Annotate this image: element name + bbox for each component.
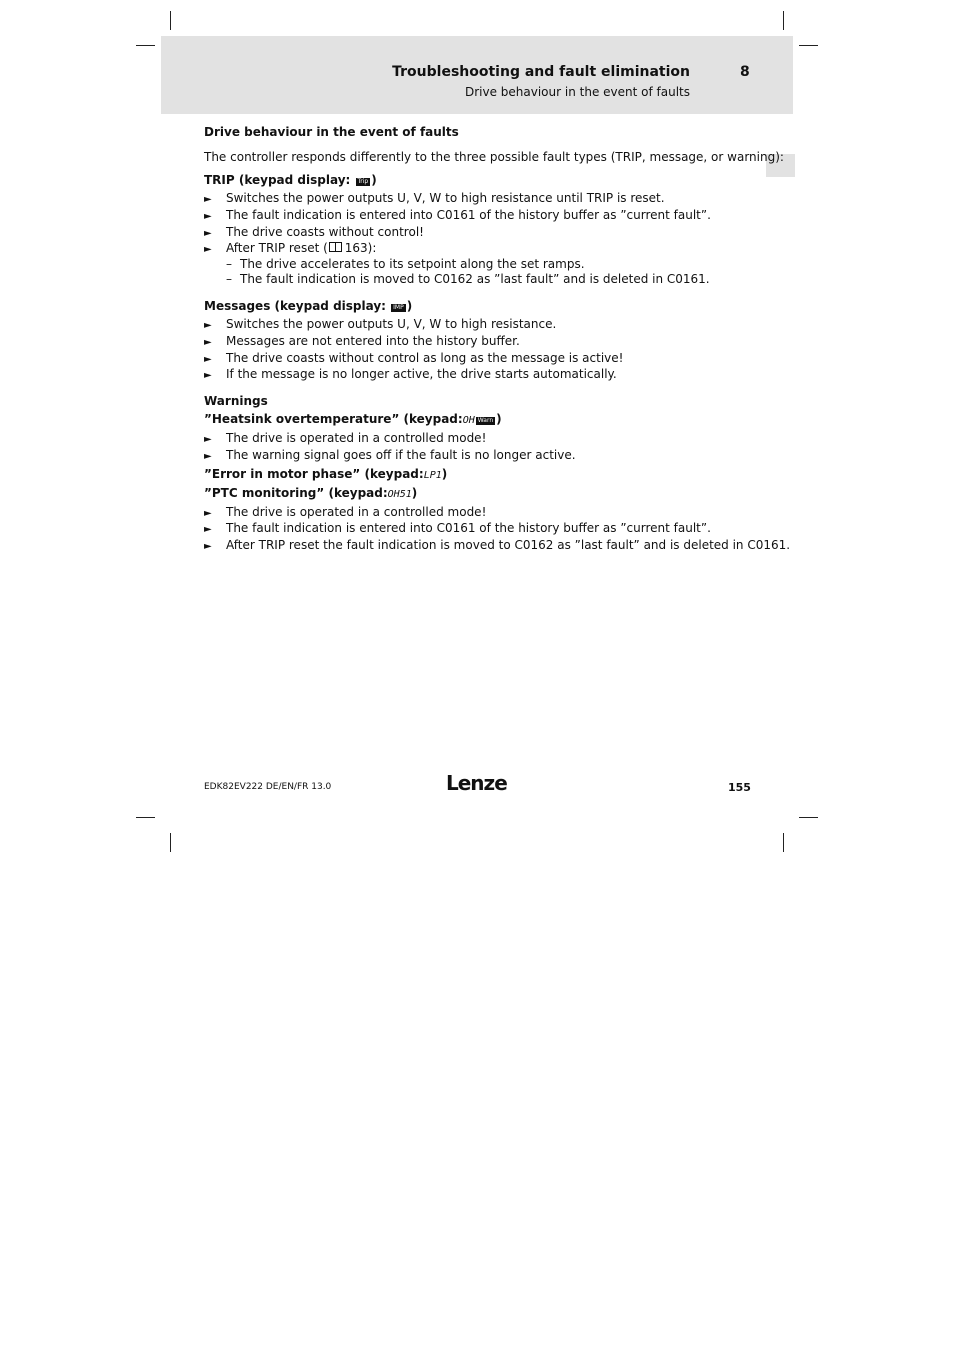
list-item — [204, 367, 617, 383]
crop-mark — [170, 11, 171, 30]
list-item — [204, 538, 790, 554]
ptc-prefix: ”PTC monitoring” (keypad: — [204, 486, 388, 500]
trip-heading — [204, 173, 377, 188]
trip-reset-page: 163): — [344, 241, 377, 255]
list-item — [204, 334, 520, 350]
messages-bullet: Switches the power outputs U, V, W to high resistance. — [226, 317, 557, 331]
list-item — [204, 225, 424, 241]
list-item — [226, 272, 710, 287]
messages-heading-prefix: Messages (keypad display: — [204, 299, 391, 313]
list-item — [204, 208, 711, 224]
list-item — [204, 448, 576, 464]
list-item — [204, 351, 623, 367]
crop-mark — [136, 817, 155, 818]
intro-paragraph: The controller responds differently to the three possible fault types (TRIP, message, or warning): — [204, 150, 784, 164]
heatsink-prefix: ”Heatsink overtemperature” (keypad: — [204, 412, 463, 426]
trip-display-badge: Trip — [357, 178, 369, 185]
chapter-subtitle: Drive behaviour in the event of faults — [464, 85, 690, 99]
dash-icon: – — [226, 272, 232, 286]
book-reference-icon — [329, 242, 342, 252]
bullet-arrow-icon: ► — [204, 451, 212, 462]
motor-phase-heading — [204, 467, 447, 483]
trip-bullet: Switches the power outputs U, V, W to high resistance until TRIP is reset. — [226, 191, 665, 205]
section-heading: Drive behaviour in the event of faults — [204, 125, 459, 139]
lenze-logo: Lenze — [446, 771, 507, 795]
ptc-suffix: ) — [411, 486, 418, 500]
crop-mark — [799, 817, 818, 818]
trip-heading-suffix: ) — [371, 173, 377, 187]
page-number: 155 — [728, 781, 751, 794]
ptc-bullet: After TRIP reset the fault indication is moved to C0162 as ”last fault” and is deleted in C0161. — [226, 538, 791, 552]
chapter-number: 8 — [740, 64, 750, 80]
bullet-arrow-icon: ► — [204, 541, 212, 552]
dash-icon: – — [226, 257, 232, 271]
heatsink-code: OH — [462, 415, 475, 426]
heatsink-bullet: The drive is operated in a controlled mode! — [226, 431, 487, 445]
bullet-arrow-icon: ► — [204, 320, 212, 331]
trip-heading-prefix: TRIP (keypad display: — [204, 173, 355, 187]
heatsink-heading — [204, 412, 502, 428]
bullet-arrow-icon: ► — [204, 370, 212, 381]
motor-phase-prefix: ”Error in motor phase” (keypad: — [204, 467, 424, 481]
trip-reset-prefix: After TRIP reset ( — [226, 241, 328, 255]
heatsink-bullet: The warning signal goes off if the fault is no longer active. — [226, 448, 576, 462]
list-item — [204, 521, 711, 537]
messages-bullet: Messages are not entered into the history buffer. — [226, 334, 520, 348]
motor-phase-suffix: ) — [441, 467, 448, 481]
list-item — [204, 317, 556, 333]
crop-mark — [799, 45, 818, 46]
ptc-heading — [204, 486, 417, 502]
bullet-arrow-icon: ► — [204, 434, 212, 445]
messages-heading-suffix: ) — [406, 299, 413, 313]
warnings-heading: Warnings — [204, 394, 268, 408]
crop-mark — [783, 833, 784, 852]
bullet-arrow-icon: ► — [204, 211, 212, 222]
bullet-arrow-icon: ► — [204, 194, 212, 205]
bullet-arrow-icon: ► — [204, 228, 212, 239]
list-item — [204, 431, 486, 447]
messages-bullet: If the message is no longer active, the drive starts automatically. — [226, 367, 617, 381]
messages-heading — [204, 299, 412, 314]
bullet-arrow-icon: ► — [204, 354, 212, 365]
list-item — [226, 257, 585, 272]
crop-mark — [170, 833, 171, 852]
bullet-arrow-icon: ► — [204, 244, 212, 255]
messages-bullet: The drive coasts without control as long as the message is active! — [226, 351, 624, 365]
crop-mark — [136, 45, 155, 46]
ptc-bullet: The drive is operated in a controlled mode! — [226, 505, 487, 519]
trip-sub-item: The fault indication is moved to C0162 as ”last fault” and is deleted in C0161. — [240, 272, 710, 286]
chapter-title: Troubleshooting and fault elimination — [392, 64, 690, 80]
list-item — [204, 191, 665, 207]
bullet-arrow-icon: ► — [204, 337, 212, 348]
crop-mark — [783, 11, 784, 30]
document-code: EDK82EV222 DE/EN/FR 13.0 — [204, 782, 332, 792]
list-item — [204, 505, 486, 521]
messages-display-badge: IMP — [393, 304, 404, 311]
warn-display-badge: Warn — [477, 417, 494, 424]
trip-bullet: The drive coasts without control! — [226, 225, 424, 239]
list-item — [204, 241, 376, 257]
motor-phase-code: LP1 — [423, 470, 442, 481]
trip-sub-item: The drive accelerates to its setpoint along the set ramps. — [240, 257, 585, 271]
trip-bullet: The fault indication is entered into C0161 of the history buffer as ”current fault”. — [226, 208, 711, 222]
bullet-arrow-icon: ► — [204, 524, 212, 535]
heatsink-suffix: ) — [496, 412, 502, 426]
bullet-arrow-icon: ► — [204, 508, 212, 519]
ptc-code: OH51 — [387, 489, 412, 500]
ptc-bullet: The fault indication is entered into C0161 of the history buffer as ”current fault”. — [226, 521, 711, 535]
